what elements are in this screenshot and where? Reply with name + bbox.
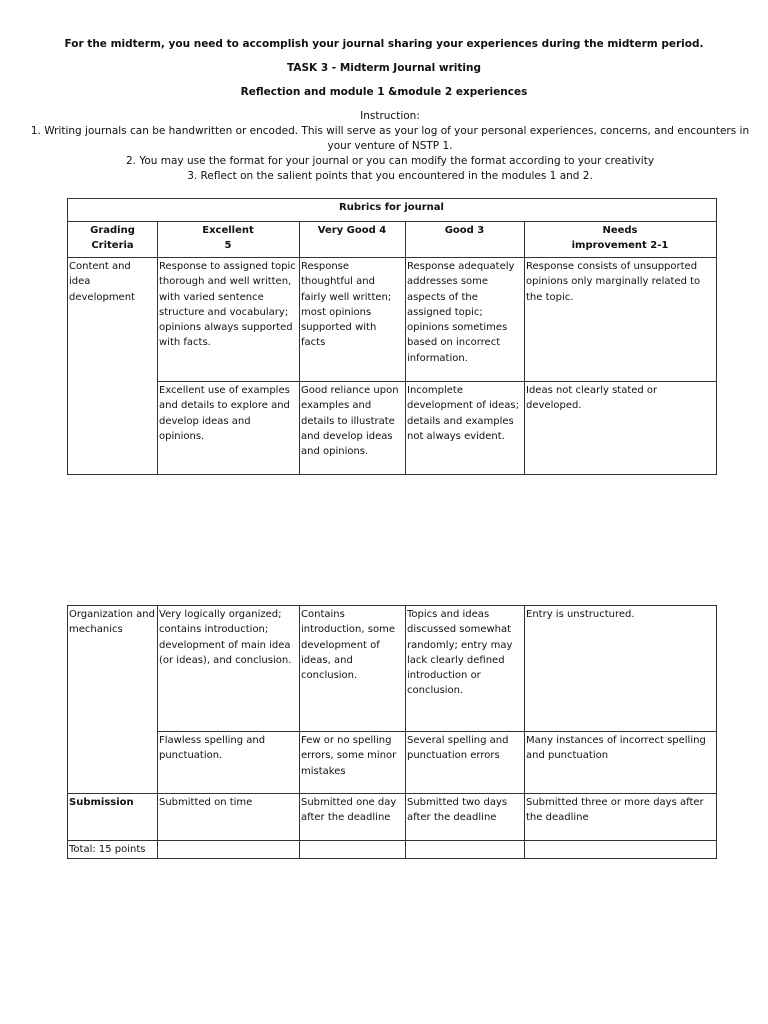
table-row — [68, 841, 717, 859]
total-very-good — [300, 841, 406, 859]
header-very-good: Very Good 4 — [300, 222, 406, 258]
cell-excellent: Response to assigned topic thorough and well written, with varied sentence structure and vocabulary; opinions always supported with facts. — [158, 258, 300, 382]
cell-very-good: Submitted one day after the deadline — [300, 794, 406, 841]
cell-needs: Response consists of unsupported opinions only marginally related to the topic. — [525, 258, 717, 382]
table-row — [68, 606, 717, 732]
criteria-organization: Organization and mechanics — [68, 606, 158, 794]
header-excellent-label: Excellent — [202, 225, 254, 236]
intro-line: For the midterm, you need to accomplish your journal sharing your experiences during the midterm period. — [64, 38, 704, 50]
total-excellent — [158, 841, 300, 859]
task-title: TASK 3 - Midterm Journal writing — [287, 62, 481, 74]
cell-very-good: Contains introduction, some development of ideas, and conclusion. — [300, 606, 406, 732]
header-good: Good 3 — [406, 222, 525, 258]
header-grading-criteria: Grading Criteria — [68, 222, 158, 258]
cell-excellent: Excellent use of examples and details to explore and develop ideas and opinions. — [158, 382, 300, 475]
cell-needs: Ideas not clearly stated or developed. — [525, 382, 717, 475]
header-excellent-points: 5 — [224, 240, 232, 252]
table-row — [68, 794, 717, 841]
total-needs — [525, 841, 717, 859]
cell-good: Submitted two days after the deadline — [406, 794, 525, 841]
total-label: Total: 15 points — [68, 841, 158, 859]
header-needs-points: improvement 2-1 — [571, 240, 669, 252]
cell-good: Topics and ideas discussed somewhat randomly; entry may lack clearly defined introduction or conclusion. — [406, 606, 525, 732]
rubric-title: Rubrics for journal — [68, 199, 717, 222]
cell-good: Response adequately addresses some aspects of the assigned topic; opinions sometimes based on incorrect information. — [406, 258, 525, 382]
total-good — [406, 841, 525, 859]
instruction-item-2: 2. You may use the format for your journal or you can modify the format according to your creativity — [125, 155, 655, 167]
cell-good: Incomplete development of ideas; details and examples not always evident. — [406, 382, 525, 475]
table-row — [68, 382, 717, 475]
cell-needs: Entry is unstructured. — [525, 606, 717, 732]
table-row — [68, 258, 717, 382]
instruction-item-1: 1. Writing journals can be handwritten or encoded. This will serve as your log of your personal experiences, concerns, and encounters in your venture of NSTP 1. — [30, 125, 750, 152]
rubric-table-2 — [67, 605, 717, 859]
rubric-table-1 — [67, 198, 717, 475]
cell-good: Several spelling and punctuation errors — [406, 732, 525, 794]
header-needs-improvement — [525, 222, 717, 258]
criteria-submission: Submission — [68, 794, 158, 841]
cell-very-good: Good reliance upon examples and details to illustrate and develop ideas and opinions. — [300, 382, 406, 475]
cell-excellent: Flawless spelling and punctuation. — [158, 732, 300, 794]
instruction-label: Instruction: — [360, 110, 420, 122]
header-needs-label: Needs — [602, 225, 638, 236]
subtitle: Reflection and module 1 &module 2 experiences — [240, 86, 528, 98]
cell-needs: Many instances of incorrect spelling and punctuation — [525, 732, 717, 794]
header-excellent — [158, 222, 300, 258]
cell-excellent: Very logically organized; contains introduction; development of main idea (or ideas), and conclusion. — [158, 606, 300, 732]
criteria-content: Content and idea development — [68, 258, 158, 475]
cell-very-good: Response thoughtful and fairly well written; most opinions supported with facts — [300, 258, 406, 382]
cell-needs: Submitted three or more days after the deadline — [525, 794, 717, 841]
instruction-item-3: 3. Reflect on the salient points that you encountered in the modules 1 and 2. — [187, 170, 593, 182]
table-row — [68, 732, 717, 794]
cell-excellent: Submitted on time — [158, 794, 300, 841]
cell-very-good: Few or no spelling errors, some minor mistakes — [300, 732, 406, 794]
